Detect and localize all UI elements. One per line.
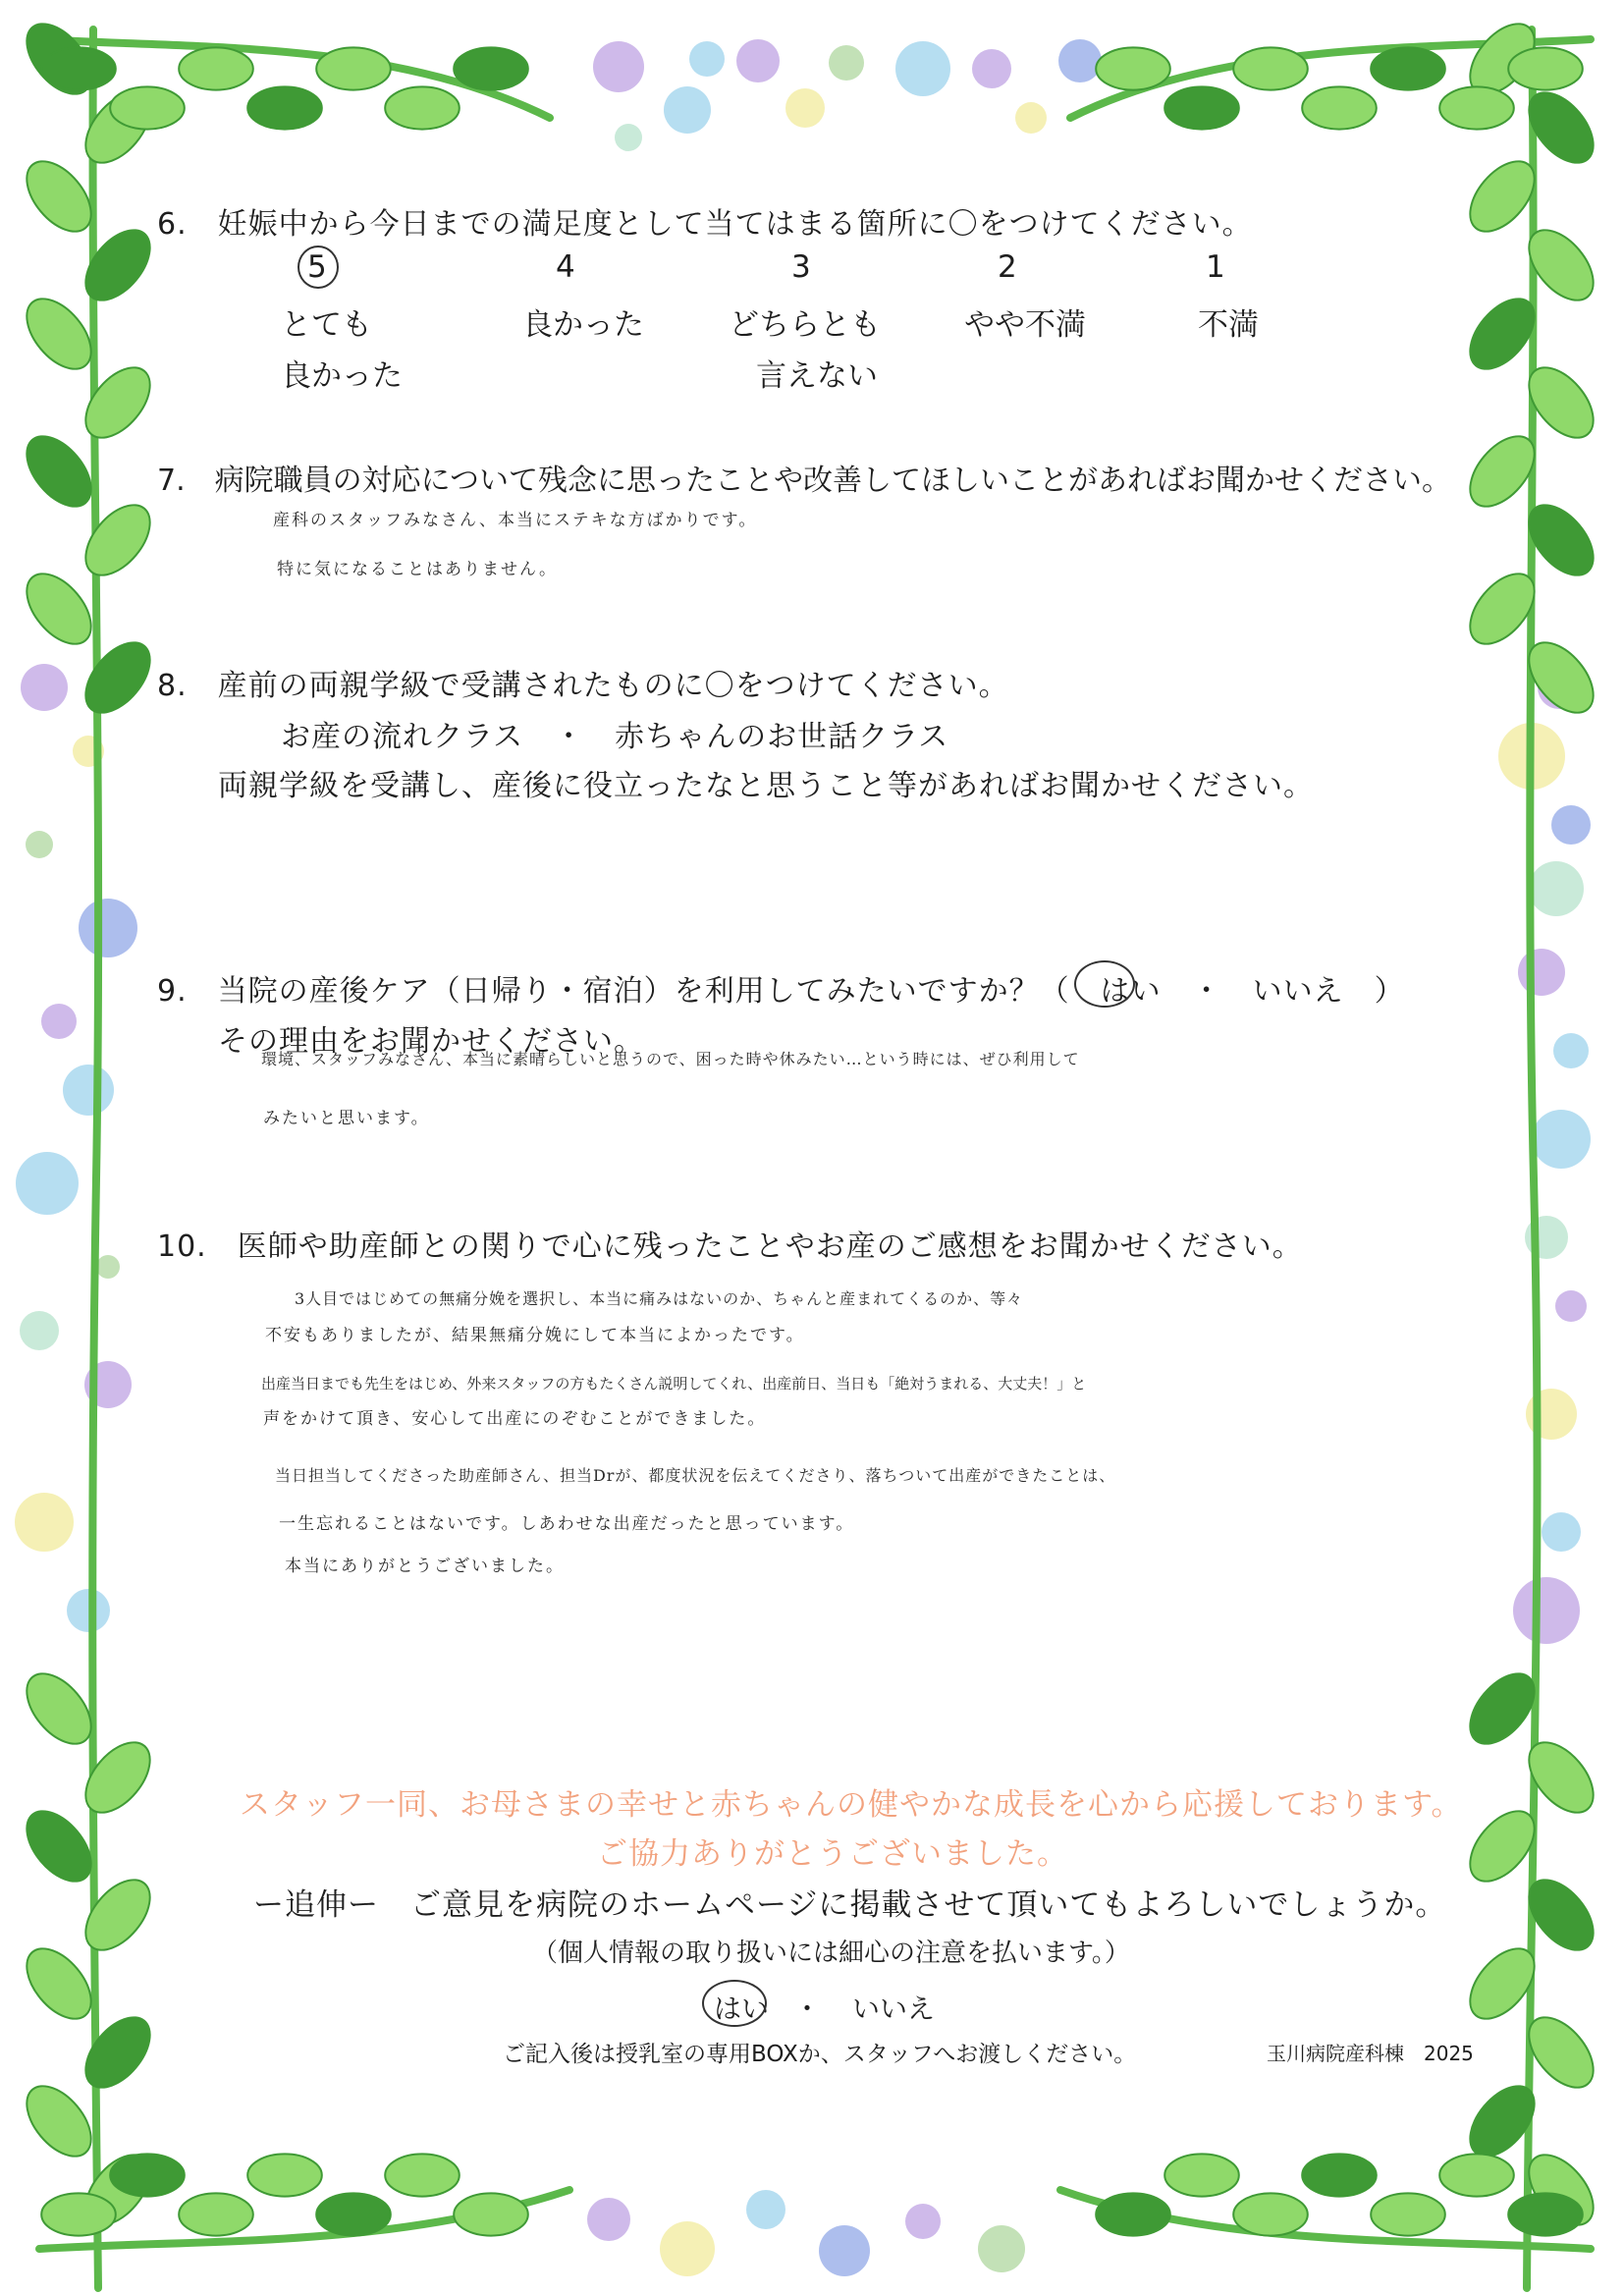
- selected-5-circle: [298, 246, 339, 289]
- decor-dot: [1555, 1290, 1587, 1322]
- leaf: [1371, 2193, 1445, 2235]
- decor-dot: [1015, 102, 1047, 134]
- consent-separator: ・: [793, 1993, 822, 2025]
- leaf: [1508, 47, 1583, 89]
- leaf: [1302, 2154, 1377, 2196]
- option-3-label-2: 言えない: [756, 358, 878, 394]
- consent-no[interactable]: いいえ: [852, 1993, 936, 2025]
- leaf: [41, 47, 116, 89]
- option-4-label: 良かった: [522, 307, 644, 343]
- q10-answer-line-4: 声をかけて頂き、安心して出産にのぞむことができました。: [263, 1409, 767, 1429]
- leaf: [15, 1937, 104, 2030]
- leaf: [247, 86, 322, 129]
- leaf: [1164, 86, 1239, 129]
- decor-dot: [79, 899, 137, 957]
- decor-dot: [15, 1493, 74, 1552]
- decor-dot: [96, 1255, 120, 1279]
- option-2-label: やや不満: [964, 307, 1086, 343]
- decor-dot: [895, 41, 950, 96]
- thanks-message: ご協力ありがとうございました。: [597, 1836, 1068, 1872]
- q10-answer-line-6: 一生忘れることはないです。しあわせな出産だったと思っています。: [279, 1514, 855, 1534]
- yes-circle-q9: [1074, 960, 1135, 1008]
- vine-stem: [1527, 29, 1538, 2288]
- q9-answer-line-1: 環境、スタッフみなさん、本当に素晴らしいと思うので、困った時や休みたい…という時には、ぜひ利用して: [261, 1050, 1080, 1068]
- option-1-label: 不満: [1198, 307, 1259, 343]
- leaf: [1233, 2193, 1308, 2235]
- leaf: [74, 355, 163, 449]
- decor-dot: [63, 1065, 114, 1116]
- decor-dot: [829, 45, 864, 81]
- leaf: [15, 424, 104, 518]
- decor-dot: [746, 2190, 785, 2229]
- decor-dot: [587, 2198, 630, 2241]
- leaf: [316, 2193, 391, 2235]
- option-1-number[interactable]: 1: [1206, 249, 1225, 285]
- decor-dot: [1551, 805, 1591, 845]
- question-9-sub: その理由をお聞かせください。: [218, 1024, 644, 1059]
- decor-dot: [1058, 39, 1102, 82]
- question-9: 9. 当院の産後ケア（日帰り・宿泊）を利用してみたいですか？（ はい ・ いいえ ）: [157, 974, 1405, 1009]
- hospital-name: 玉川病院産科棟 2025: [1267, 2042, 1474, 2065]
- q10-answer-line-2: 不安もありましたが、結果無痛分娩にして本当によかったです。: [265, 1326, 805, 1345]
- leaf: [385, 86, 460, 129]
- decor-dot: [67, 1589, 110, 1632]
- class-options[interactable]: お産の流れクラス ・ 赤ちゃんのお世話クラス: [281, 720, 949, 754]
- decor-dot: [1529, 861, 1584, 916]
- decor-dot: [972, 49, 1011, 88]
- leaf: [454, 2193, 528, 2235]
- staff-message: スタッフ一同、お母さまの幸せと赤ちゃんの健やかな成長を心から応援しております。: [240, 1787, 1463, 1823]
- decor-dot: [21, 664, 68, 711]
- leaf: [1233, 47, 1308, 89]
- q7-answer-line-1: 産科のスタッフみなさん、本当にステキな方ばかりです。: [273, 511, 758, 530]
- decor-dot: [26, 831, 53, 858]
- option-5-label-2: 良かった: [281, 358, 403, 394]
- leaf: [1439, 86, 1514, 129]
- decor-dot: [819, 2225, 870, 2276]
- leaf: [1508, 2193, 1583, 2235]
- decor-dot: [689, 41, 725, 77]
- leaf: [247, 2154, 322, 2196]
- leaf: [110, 2154, 185, 2196]
- q10-answer-line-7: 本当にありがとうございました。: [285, 1557, 565, 1576]
- leaf: [74, 1868, 163, 1961]
- leaf: [1302, 86, 1377, 129]
- leaf: [74, 1730, 163, 1824]
- question-8: 8. 産前の両親学級で受講されたものに〇をつけてください。: [157, 669, 1009, 703]
- decor-dot: [41, 1004, 77, 1039]
- q9-answer-line-2: みたいと思います。: [263, 1109, 430, 1128]
- decor-dot: [615, 124, 642, 151]
- leaf: [1096, 2193, 1170, 2235]
- leaf: [1096, 47, 1170, 89]
- option-3-label: どちらとも: [729, 307, 881, 343]
- leaf: [454, 47, 528, 89]
- question-8-sub: 両親学級を受講し、産後に役立ったなと思うこと等があればお聞かせください。: [218, 769, 1314, 803]
- decor-dot: [1553, 1033, 1589, 1068]
- leaf: [15, 562, 104, 655]
- leaf: [385, 2154, 460, 2196]
- decor-dot: [593, 41, 644, 92]
- question-10: 10. 医師や助産師との関りで心に残ったことやお産のご感想をお聞かせください。: [157, 1229, 1303, 1264]
- leaf: [179, 2193, 253, 2235]
- decor-dot: [1518, 949, 1565, 996]
- option-5-label: とても: [281, 307, 372, 343]
- leaf: [74, 493, 163, 586]
- leaf: [316, 47, 391, 89]
- leaf: [74, 2005, 163, 2099]
- leaf: [15, 2074, 104, 2167]
- q10-answer-line-3: 出産当日までも先生をはじめ、外来スタッフの方もたくさん説明してくれ、出産前日、当日も「絶対うまれる、大丈夫！」と: [261, 1375, 1087, 1393]
- leaf: [1371, 47, 1445, 89]
- decor-dot: [660, 2221, 715, 2276]
- q10-answer-line-5: 当日担当してくださった助産師さん、担当Drが、都度状況を伝えてくださり、落ちついて出産ができたことは、: [275, 1466, 1116, 1485]
- decor-dot: [664, 86, 711, 134]
- option-4-number[interactable]: 4: [556, 249, 575, 285]
- leaf: [179, 47, 253, 89]
- question-7: 7. 病院職員の対応について残念に思ったことや改善してほしいことがあればお聞かせください。: [157, 464, 1452, 498]
- consent-yes[interactable]: はい: [714, 1993, 770, 2025]
- leaf: [74, 630, 163, 724]
- submission-instructions: ご記入後は授乳室の専用BOXか、スタッフへお渡しください。: [503, 2042, 1137, 2067]
- option-5-number[interactable]: 5: [307, 249, 327, 285]
- decor-dot: [1532, 1110, 1591, 1169]
- option-2-number[interactable]: 2: [998, 249, 1017, 285]
- question-6: 6. 妊娠中から今日までの満足度として当てはまる箇所に〇をつけてください。: [157, 207, 1253, 242]
- decor-dot: [785, 88, 825, 128]
- q7-answer-line-2: 特に気になることはありません。: [277, 560, 559, 579]
- decor-dot: [16, 1152, 79, 1215]
- q10-answer-line-1: 3人目ではじめての無痛分娩を選択し、本当に痛みはないのか、ちゃんと産まれてくるのか、等々: [295, 1289, 1024, 1308]
- leaf: [41, 2193, 116, 2235]
- decor-dot: [1513, 1577, 1580, 1644]
- leaf: [74, 218, 163, 311]
- decor-dot: [905, 2204, 941, 2239]
- leaf: [110, 86, 185, 129]
- option-3-number[interactable]: 3: [791, 249, 811, 285]
- privacy-note: （個人情報の取り扱いには細心の注意を払います。）: [532, 1939, 1130, 1968]
- leaf: [1439, 2154, 1514, 2196]
- decor-dot: [736, 39, 780, 82]
- postscript: ー追伸ー ご意見を病院のホームページに掲載させて頂いてもよろしいでしょうか。: [253, 1887, 1447, 1923]
- decor-dot: [20, 1311, 59, 1350]
- leaf: [1164, 2154, 1239, 2196]
- decor-dot: [1542, 1512, 1581, 1552]
- decor-dot: [978, 2225, 1025, 2272]
- consent-yes-circle: [702, 1980, 770, 2027]
